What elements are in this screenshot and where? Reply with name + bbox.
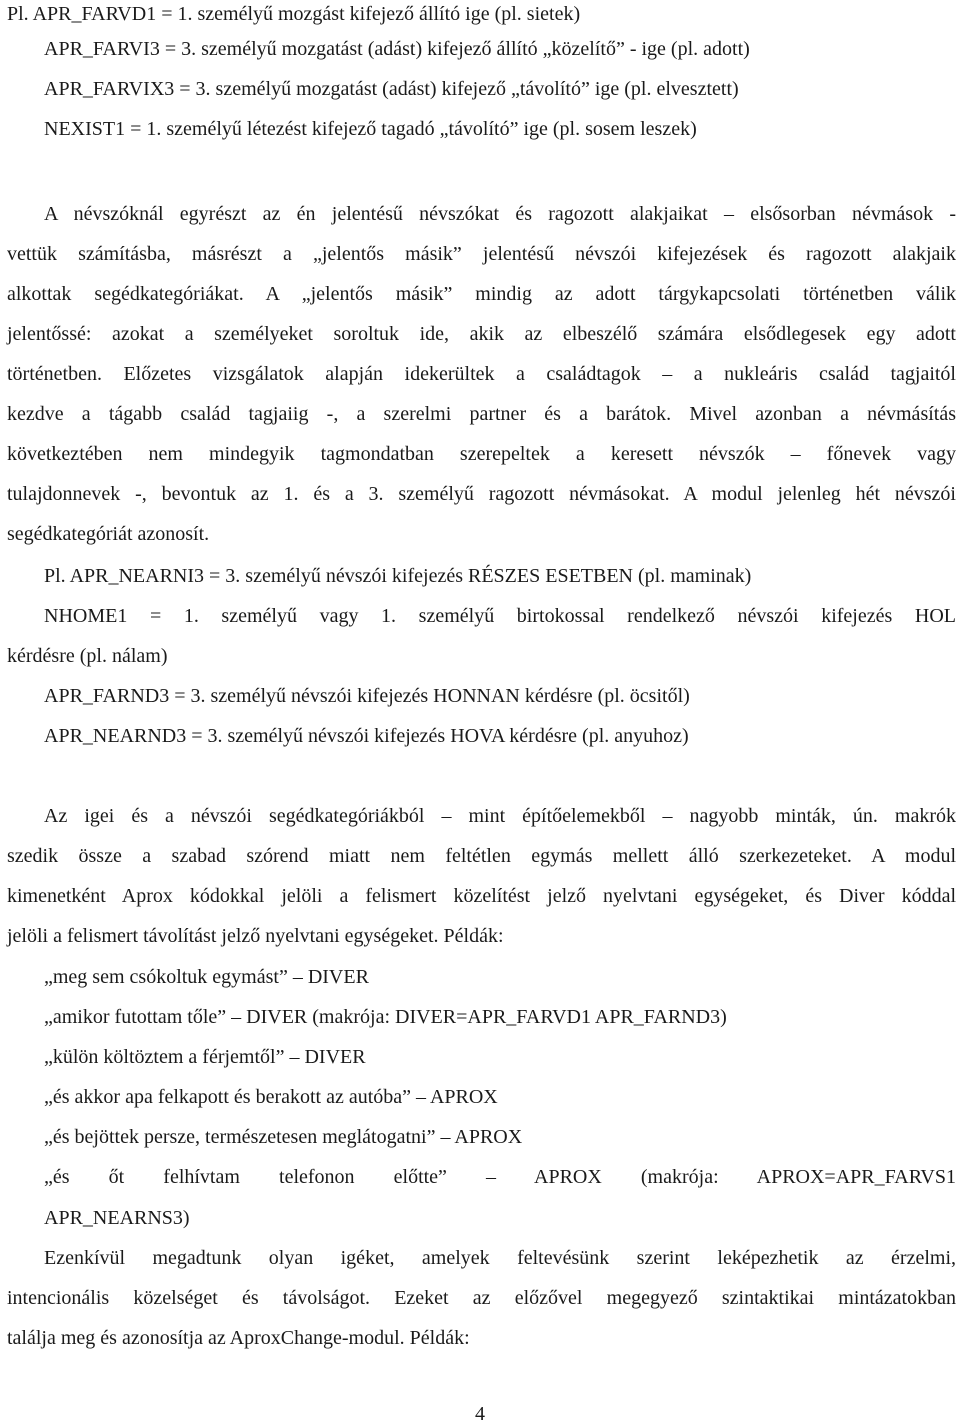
category-line-apr-nearnd3: APR_NEARND3 = 3. személyű névszói kifejezés HOVA kérdésre (pl. anyuhoz) bbox=[44, 725, 689, 747]
category-line-apr-farnd3: APR_FARND3 = 3. személyű névszói kifejezés HONNAN kérdésre (pl. öcsitől) bbox=[44, 685, 690, 707]
paragraph-line: Az igei és a névszói segédkategóriákból – mint építőelemekből – nagyobb minták, ún. makrók bbox=[44, 805, 956, 827]
paragraph-line: Ezenkívül megadtunk olyan igéket, amelyek feltevésünk szerint leképezhetik az érzelmi, bbox=[44, 1247, 956, 1269]
paragraph-line: következtében nem mindegyik tagmondatban szerepeltek a keresett névszók – főnevek vagy bbox=[7, 443, 956, 465]
paragraph-line: segédkategóriát azonosít. bbox=[7, 523, 210, 545]
category-line-nhome1: NHOME1 = 1. személyű vagy 1. személyű birtokossal rendelkező névszói kifejezés HOL bbox=[44, 605, 956, 627]
category-line-apr-nearni3: Pl. APR_NEARNI3 = 3. személyű névszói kifejezés RÉSZES ESETBEN (pl. maminak) bbox=[44, 565, 752, 587]
paragraph-line: tulajdonnevek -, bevontuk az 1. és a 3. személyű ragozott névmásokat. A modul jelenleg hét névszói bbox=[7, 483, 956, 505]
paragraph-line: történetben. Előzetes vizsgálatok alapján idekerültek a családtagok – a nukleáris család tagjaitól bbox=[7, 363, 956, 385]
category-line-apr-farvd1: Pl. APR_FARVD1 = 1. személyű mozgást kifejező állító ige (pl. sietek) bbox=[7, 3, 581, 25]
paragraph-line: kezdve a tágabb család tagjaiig -, a szerelmi partner és a barátok. Mivel azonban a névmásítás bbox=[7, 403, 956, 425]
example-line: „és akkor apa felkapott és berakott az autóba” – APROX bbox=[44, 1086, 498, 1108]
example-line: „amikor futottam tőle” – DIVER (makrója: DIVER=APR_FARVD1 APR_FARND3) bbox=[44, 1006, 727, 1028]
example-line: APR_NEARNS3) bbox=[44, 1207, 190, 1229]
paragraph-line: jelöli a felismert távolítást jelző nyelvtani egységeket. Példák: bbox=[7, 925, 504, 947]
page-number: 4 bbox=[475, 1403, 485, 1425]
paragraph-line: alkottak segédkategóriákat. A „jelentős másik” mindig az adott tárgykapcsolati történetben válik bbox=[7, 283, 956, 305]
category-line-apr-farvix3: APR_FARVIX3 = 3. személyű mozgatást (adást) kifejező „távolító” ige (pl. elvesztett) bbox=[44, 78, 739, 100]
example-line: „külön költöztem a férjemtől” – DIVER bbox=[44, 1046, 366, 1068]
category-line-apr-farvi3: APR_FARVI3 = 3. személyű mozgatást (adást) kifejező állító „közelítő” - ige (pl. adott) bbox=[44, 38, 750, 60]
paragraph-line: jelentőssé: azokat a személyeket soroltuk ide, akik az elbeszélő számára elsődlegesek egy adott bbox=[7, 323, 956, 345]
category-line-nhome1-cont: kérdésre (pl. nálam) bbox=[7, 645, 168, 667]
paragraph-line: találja meg és azonosítja az AproxChange-modul. Példák: bbox=[7, 1327, 470, 1349]
paragraph-line: kimenetként Aprox kódokkal jelöli a felismert közelítést jelző nyelvtani egységeket, és Diver kóddal bbox=[7, 885, 956, 907]
category-line-nexist1: NEXIST1 = 1. személyű létezést kifejező tagadó „távolító” ige (pl. sosem leszek) bbox=[44, 118, 697, 140]
example-line: „és őt felhívtam telefonon előtte” – APROX (makrója: APROX=APR_FARVS1 bbox=[44, 1166, 956, 1188]
paragraph-line: intencionális közelséget és távolságot. Ezeket az előzővel megegyező szintaktikai mintázatokban bbox=[7, 1287, 956, 1309]
example-line: „meg sem csókoltuk egymást” – DIVER bbox=[44, 966, 369, 988]
paragraph-line: vettük számításba, másrészt a „jelentős másik” jelentésű névszói kifejezések és ragozott alakjaik bbox=[7, 243, 956, 265]
paragraph-line: A névszóknál egyrészt az én jelentésű névszókat és ragozott alakjaikat – elsősorban névmások - bbox=[44, 203, 956, 225]
paragraph-line: szedik össze a szabad szórend miatt nem feltétlen egymás mellett álló szerkezeteket. A modul bbox=[7, 845, 956, 867]
example-line: „és bejöttek persze, természetesen meglátogatni” – APROX bbox=[44, 1126, 523, 1148]
